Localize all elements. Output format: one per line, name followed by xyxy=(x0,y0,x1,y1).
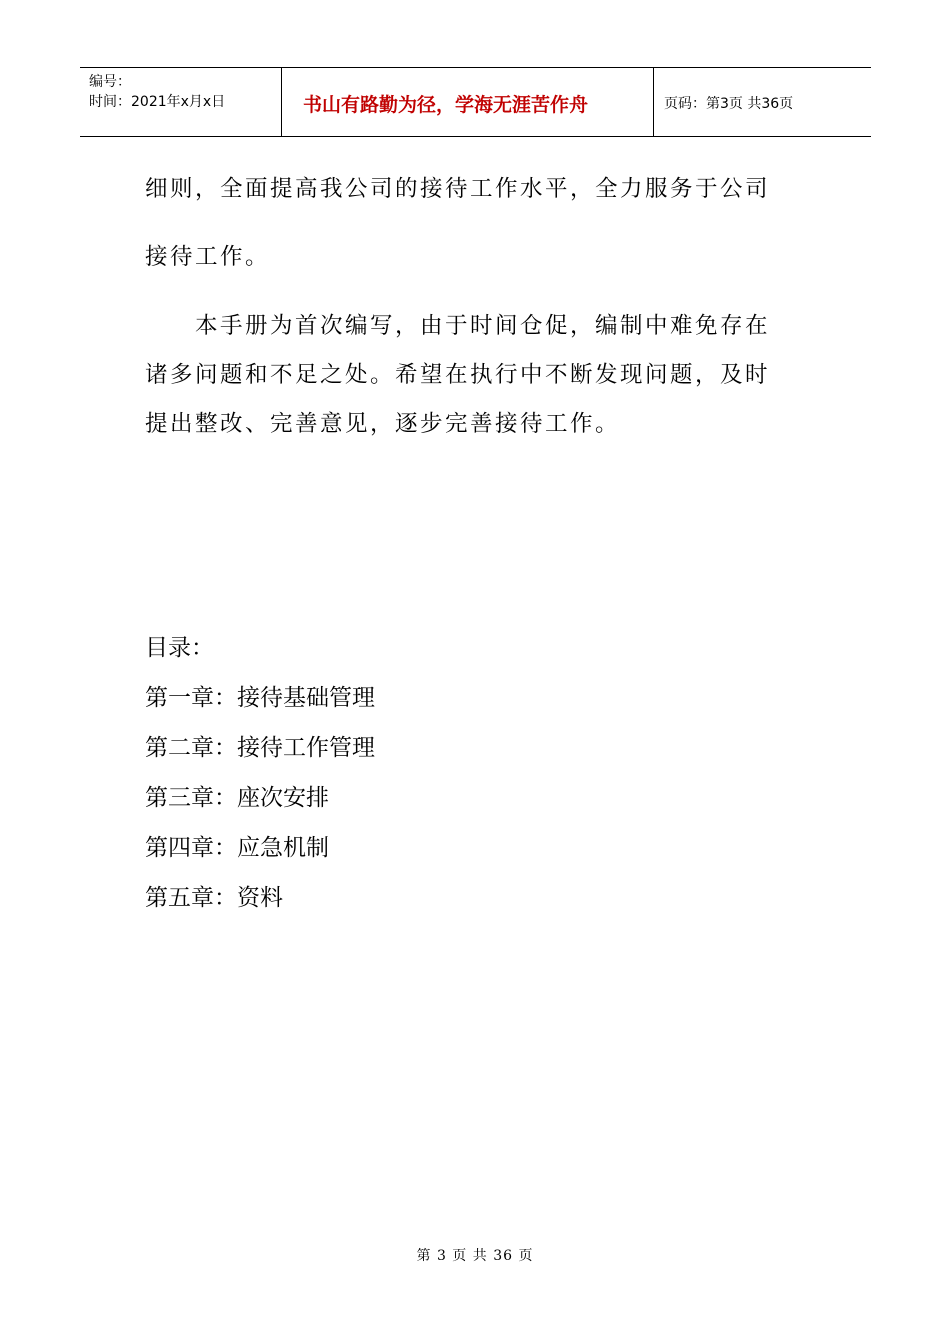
toc-item-chapter-1: 第一章：接待基础管理 xyxy=(145,685,375,711)
page-header xyxy=(80,67,871,137)
header-meta-cell xyxy=(80,68,282,136)
toc-title: 目录： xyxy=(145,635,214,661)
body-paragraph-3-line-1: 本手册为首次编写，由于时间仓促，编制中难免存在 xyxy=(195,313,771,339)
toc-item-chapter-4: 第四章：应急机制 xyxy=(145,835,329,861)
header-page-info: 页码：第3页 共36页 xyxy=(664,96,794,112)
document-number-label: 编号： xyxy=(89,74,131,90)
body-paragraph-2: 接待工作。 xyxy=(145,244,271,270)
header-motto: 书山有路勤为径，学海无涯苦作舟 xyxy=(282,68,654,136)
body-paragraph-3-line-3: 提出整改、完善意见，逐步完善接待工作。 xyxy=(145,411,621,437)
toc-item-chapter-2: 第二章：接待工作管理 xyxy=(145,735,375,761)
body-paragraph-3-line-2: 诸多问题和不足之处。希望在执行中不断发现问题，及时 xyxy=(145,362,771,388)
page-footer: 第 3 页 共 36 页 xyxy=(416,1248,534,1264)
body-paragraph-1: 细则，全面提高我公司的接待工作水平，全力服务于公司 xyxy=(145,176,771,202)
table-of-contents xyxy=(145,623,375,923)
document-time-label: 时间：2021年x月x日 xyxy=(89,94,226,110)
body-paragraph-3 xyxy=(145,302,807,449)
toc-item-chapter-3: 第三章：座次安排 xyxy=(145,785,329,811)
toc-item-chapter-5: 第五章：资料 xyxy=(145,885,283,911)
